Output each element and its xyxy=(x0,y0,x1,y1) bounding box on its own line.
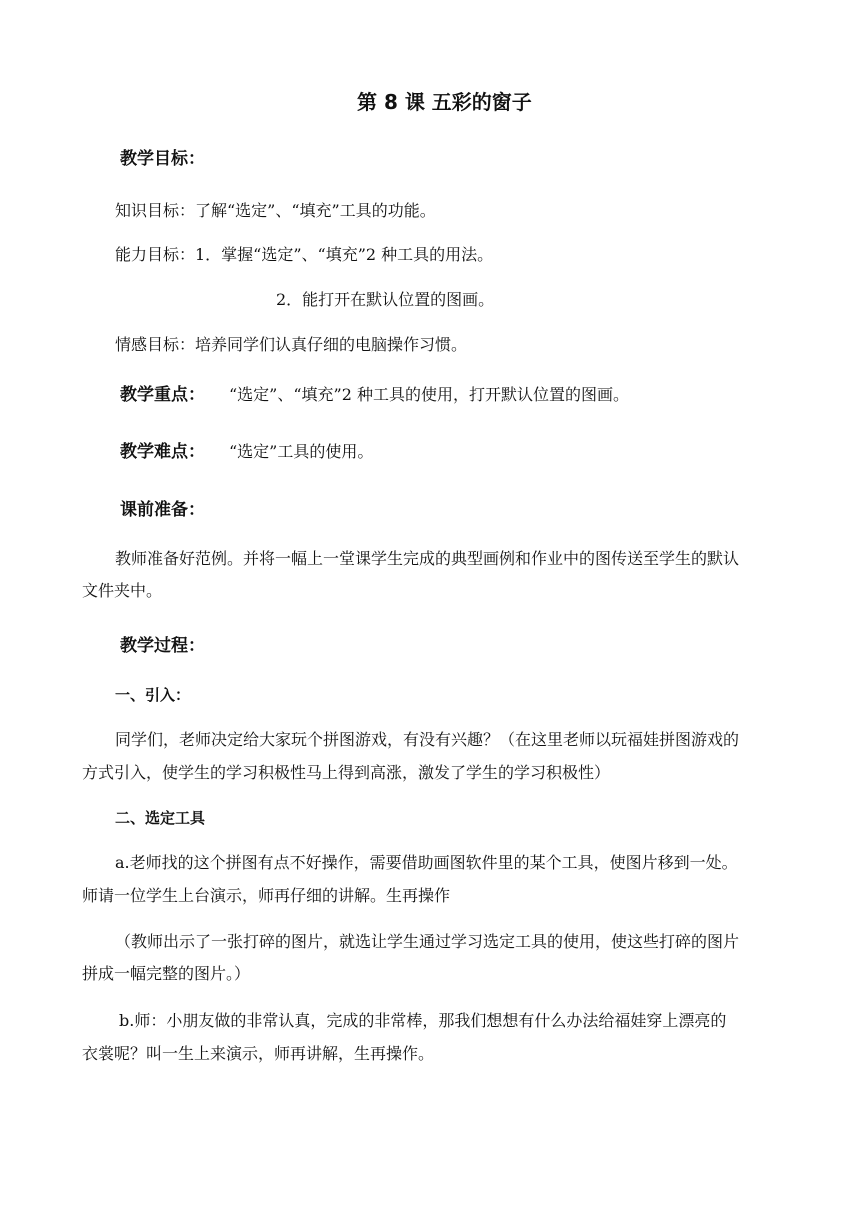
preparation-heading: 课前准备： xyxy=(120,500,205,520)
intro-line-1: 同学们，老师决定给大家玩个拼图游戏，有没有兴趣？（在这里老师以玩福娃拼图游戏的 xyxy=(115,730,740,749)
intro-line-2: 方式引入，使学生的学习积极性马上得到高涨，激发了学生的学习积极性） xyxy=(82,763,611,782)
process-heading: 教学过程： xyxy=(120,636,205,656)
knowledge-objective: 知识目标：了解“选定”、“填充”工具的功能。 xyxy=(115,201,436,220)
step-b-line-1: b.师：小朋友做的非常认真，完成的非常棒，那我们想想有什么办法给福娃穿上漂亮的 xyxy=(119,1011,727,1030)
preparation-line-1: 教师准备好范例。并将一幅上一堂课学生完成的典型画例和作业中的图传送至学生的默认 xyxy=(115,549,740,568)
select-tool-heading: 二、选定工具 xyxy=(115,809,206,827)
step-b-line-2: 衣裳呢？叫一生上来演示，师再讲解，生再操作。 xyxy=(82,1044,435,1063)
ability-objective-2: 2．能打开在默认位置的图画。 xyxy=(276,290,495,309)
note-line-2: 拼成一幅完整的图片。） xyxy=(82,964,251,983)
difficulties-text: “选定”工具的使用。 xyxy=(229,442,374,461)
difficulties xyxy=(120,442,373,462)
preparation-line-2: 文件夹中。 xyxy=(82,581,163,600)
step-a-line-2: 师请一位学生上台演示，师再仔细的讲解。生再操作 xyxy=(82,886,451,905)
key-points-text: “选定”、“填充”2 种工具的使用，打开默认位置的图画。 xyxy=(229,385,629,404)
key-points-label: 教学重点： xyxy=(120,385,205,405)
page-title: 第 8 课 五彩的窗子 xyxy=(357,90,532,114)
emotion-objective: 情感目标：培养同学们认真仔细的电脑操作习惯。 xyxy=(115,335,468,354)
step-a-line-1: a.老师找的这个拼图有点不好操作，需要借助画图软件里的某个工具，使图片移到一处。 xyxy=(115,853,738,872)
intro-heading: 一、引入： xyxy=(115,686,191,704)
ability-objective-1: 能力目标：1．掌握“选定”、“填充”2 种工具的用法。 xyxy=(115,245,494,264)
note-line-1: （教师出示了一张打碎的图片，就选让学生通过学习选定工具的使用，使这些打碎的图片 xyxy=(115,932,740,951)
key-points xyxy=(120,385,629,405)
difficulties-label: 教学难点： xyxy=(120,442,205,462)
objectives-heading: 教学目标： xyxy=(120,149,205,169)
